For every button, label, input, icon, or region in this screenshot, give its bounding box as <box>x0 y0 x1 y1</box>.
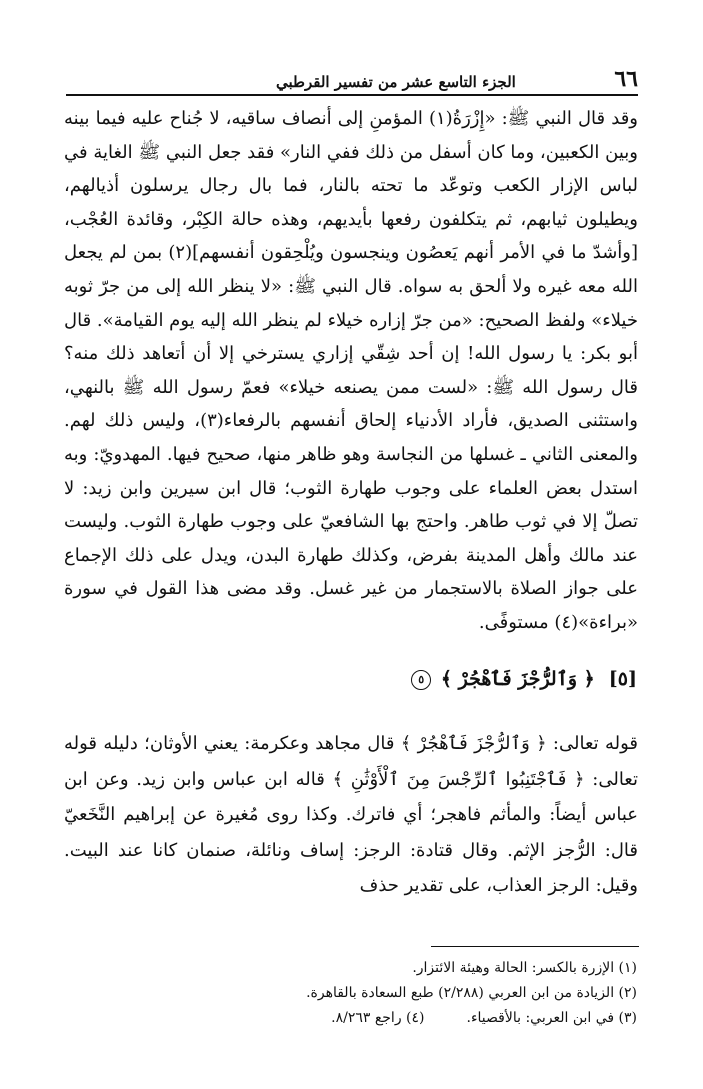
footnote-3: (٣) في ابن العربي: بالأقصياء. <box>466 1010 637 1026</box>
verse-heading <box>408 664 637 694</box>
page-number: ٦٦ <box>614 66 638 92</box>
verse-number: [٥] <box>608 668 637 690</box>
verse-text: ﴿ وَٱلرُّجْزَ فَٱهْجُرْ ﴾ ٥ <box>408 664 595 694</box>
footnotes <box>117 956 637 1031</box>
footnote-1: (١) الإزرة بالكسر: الحالة وهيئة الائتزار. <box>412 960 637 976</box>
running-title: الجزء التاسع عشر من تفسير القرطبي <box>276 73 516 91</box>
footnote-4: (٤) راجع ٨/٢٦٣. <box>331 1010 425 1026</box>
body-paragraph: وقد قال النبي ﷺ: «إِزْرَةُ(١) المؤمنِ إلى أنصاف ساقيه، لا جُناح عليه فيما بينه وبين الكعبين، وما كان أسفل من ذلك ففي النار» فقد جعل النبي ﷺ الغاية في لباس الإزار الكعب وتوعّد ما تحته بالنار، فما بال رجال يرسلون أذيالهم، ويطيلون ثيابهم، ثم يتكلفون رفعها بأيديهم، وهذه حالة الكِبْر، وقائدة العُجْب، [وأشدّ ما في الأمر أنهم يَعصُون وينجسون ويُلْحِقون أنفسهم](٢) بمن لم يجعل الله معه غيره ولا ألحق به سواه. قال النبي ﷺ: «لا ينظر الله إلى من جرّ ثوبه خيلاء» ولفظ الصحيح: «من جرّ إزاره خيلاء لم ينظر الله إليه يوم القيامة». قال أبو بكر: يا رسول الله! إن أحد شِقّي إزاري يسترخي إلا أن أتعاهد ذلك منه؟ قال رسول الله ﷺ: «لست ممن يصنعه خيلاء» فعمّ رسول الله ﷺ بالنهي، واستثنى الصديق، فأراد الأدنياء إلحاق أنفسهم بالرفعاء(٣)، وليس ذلك لهم. والمعنى الثاني ـ غسلها من النجاسة وهو ظاهر منها، صحيح فيها. المهدويّ: وبه استدل بعض العلماء على وجوب طهارة الثوب؛ قال ابن سيرين وابن زيد: لا تصلّ إلا في ثوب طاهر. واحتج بها الشافعيّ على وجوب طهارة الثوب. وليست عند مالك وأهل المدينة بفرض، وكذلك طهارة البدن، ويدل على ذلك الإجماع على جواز الصلاة بالاستجمار من غير غسل. وقد مضى هذا القول في سورة «براءة»(٤) مستوفًى. <box>64 108 639 633</box>
page-header <box>66 58 638 96</box>
ayah-number-icon: ٥ <box>411 670 431 690</box>
footnote-divider <box>431 946 639 947</box>
body-text <box>64 102 638 640</box>
footnote-2: (٢) الزيادة من ابن العربي (٢/٢٨٨) طبع السعادة بالقاهرة. <box>306 985 637 1001</box>
footnote-row-3-4 <box>117 1006 637 1031</box>
commentary-text <box>64 708 638 922</box>
commentary-paragraph: قوله تعالى: ﴿ وَٱلرُّجْزَ فَٱهْجُرْ ﴾ قال مجاهد وعكرمة: يعني الأوثان؛ دليله قوله تعالى: ﴿ فَٱجْتَنِبُوا ٱلرِّجْسَ مِنَ ٱلْأَوْثَٰنِ ﴾ قاله ابن عباس وابن زيد. وعن ابن عباس أيضاً: والمأثم فاهجر؛ أي فاترك. وكذا روى مُغيرة عن إبراهيم النَّخَعيّ قال: الرُّجز الإثم. وقال قتادة: الرجز: إساف ونائلة، صنمان كانا عند البيت. وقيل: الرجز العذاب، على تقدير حذف <box>64 733 639 896</box>
